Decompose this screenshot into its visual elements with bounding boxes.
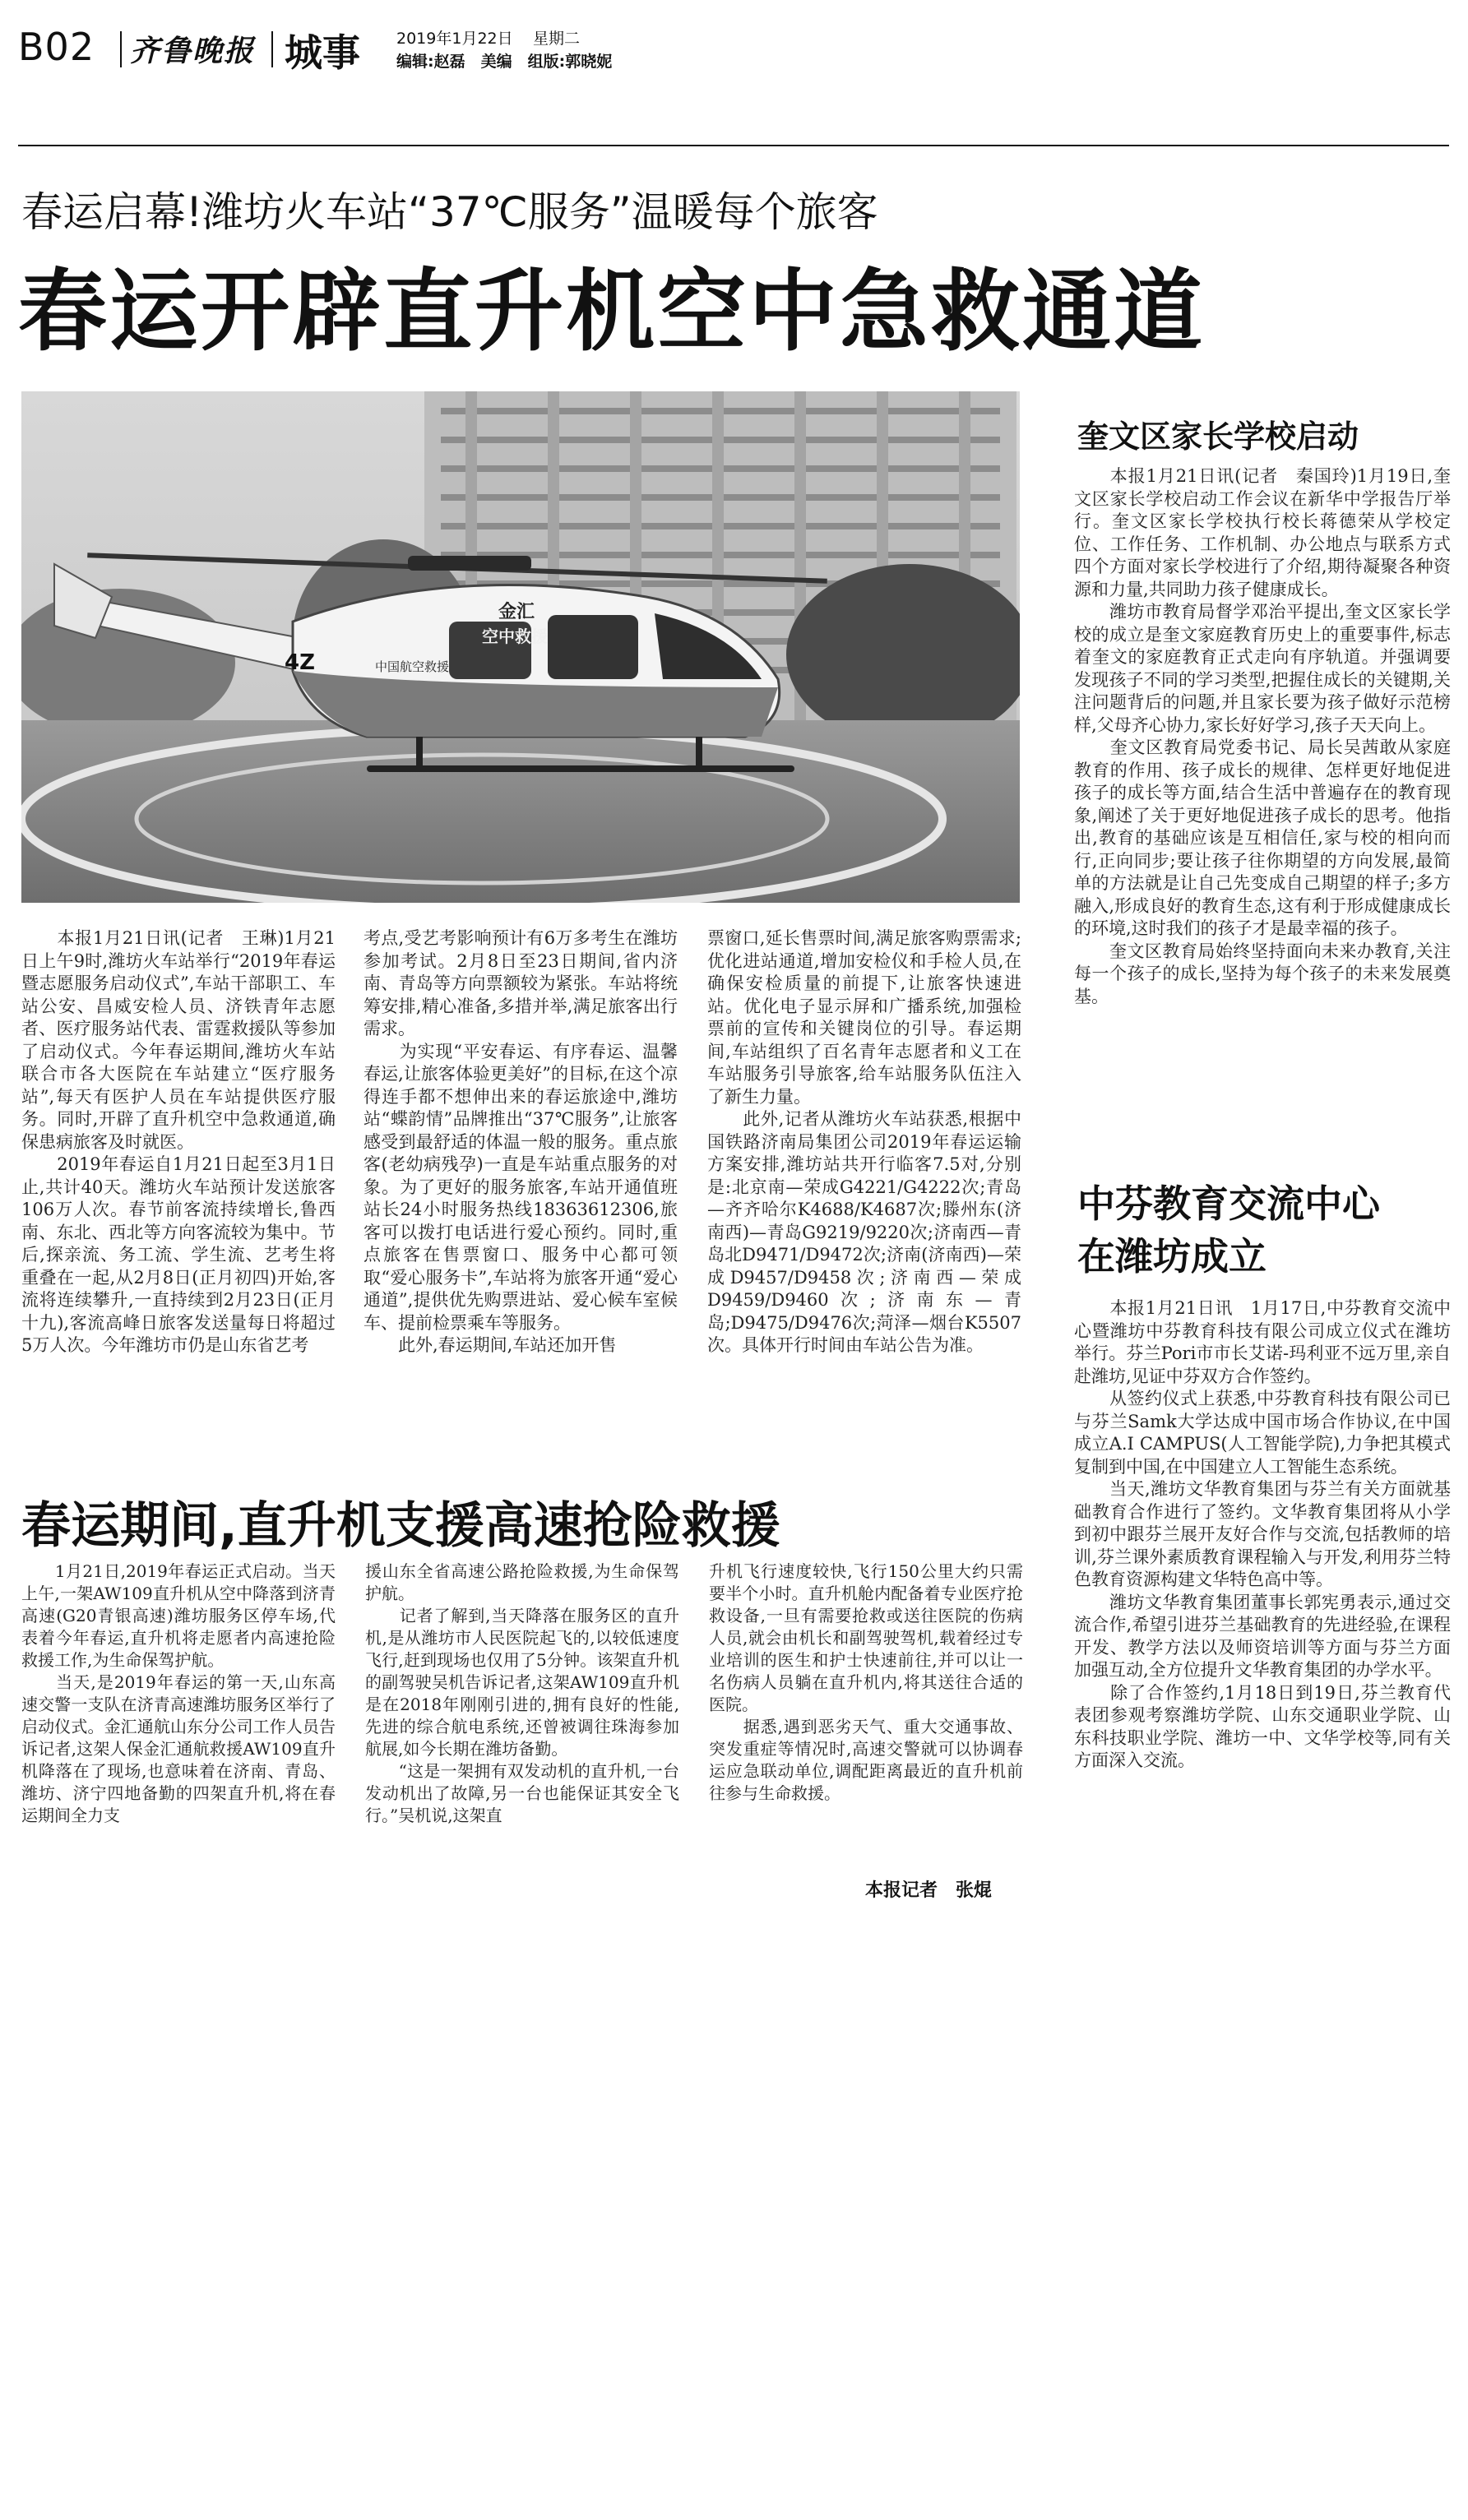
sidebar2-body: 本报1月21日讯 1月17日,中芬教育交流中心暨潍坊中芬教育科技有限公司成立仪式在潍坊举行。芬兰Pori市市长艾诺-玛利亚不远万里,亲自赴潍坊,见证中芬双方合作签约。 从签约仪式上获悉,中芬教育科技有限公司已与芬兰Samk大学达成中国市场合作协议,在中国成立A.I CAMPUS(人工智能学院),力争把其模式复制到中国,在中国建立人工智能生态系统。 当天,潍坊文华教育集团与芬兰有关方面就基础教育合作进行了签约。文华教育集团将从小学到初中跟芬兰展开友好合作与交流,包括教师的培训,芬兰课外素质教育课程输入与开发,利用芬兰特色教育资源构建文华特色高中等。 潍坊文华教育集团董事长郭宪勇表示,通过交流合作,希望引进芬兰基础教育的先进经验,在课程开发、教学方法以及师资培训等方面与芬兰方面加强互动,全方位提升文华教育集团的办学水平。 除了合作签约,1月18日到19日,芬兰教育代表团参观考察潍坊学院、山东交通职业学院、山东科技职业学院、潍坊一中、文华学校等,同有关方面深入交流。 [1074, 1298, 1451, 1770]
masthead-rule [18, 145, 1449, 146]
paper-logo: 齐鲁晚报 [130, 34, 256, 68]
lead-headline: 春运开辟直升机空中急救通道 [18, 261, 1206, 363]
lead-col-1: 本报1月21日讯(记者 王琳)1月21日上午9时,潍坊火车站举行“2019年春运暨志愿服务启动仪式”,车站干部职工、车站公安、昌威安检人员、济铁青年志愿者、医疗服务站代表、雷霆救援队等参加了启动仪式。今年春运期间,潍坊火车站联合市各大医院在车站建立“医疗服务站”,每天有医护人员在车站提供医疗服务。同时,开辟了直升机空中急救通道,确保患病旅客及时就医。 2019年春运自1月21日起至3月1日止,共计40天。潍坊火车站预计发送旅客106万人次。春节前客流持续增长,鲁西南、东北、西北等方向客流较为集中。节后,探亲流、务工流、学生流、艺考生将重叠在一起,从2月8日(正月初四)开始,客流将连续攀升,一直持续到2月23日(正月十九),客流高峰日旅客发送量每日将超过5万人次。今年潍坊市仍是山东省艺考 [21, 928, 336, 1355]
section-name: 城事 [285, 30, 360, 75]
masthead-divider-2 [271, 31, 273, 67]
page-code: B02 [18, 25, 95, 69]
lead-kicker: 春运启幕!潍坊火车站“37℃服务”温暖每个旅客 [21, 188, 878, 236]
second-col-3: 升机飞行速度较快,飞行150公里大约只需要半个小时。直升机舱内配备着专业医疗抢救设备,一旦有需要抢救或送往医院的伤病人员,就会由机长和副驾驶驾机,载着经过专业培训的医生和护士快速前往,并可以让一名伤病人员躺在直升机内,将其送往合适的医院。 据悉,遇到恶劣天气、重大交通事故、突发重症等情况时,高速交警就可以协调春运应急联动单位,调配距离最近的直升机前往参与生命救援。 [709, 1561, 1023, 1803]
lead-photo [21, 391, 1020, 903]
heli-side-text: 中国航空救援 [375, 659, 450, 674]
heli-label-text: 空中救援 [482, 627, 548, 646]
lead-col-3: 票窗口,延长售票时间,满足旅客购票需求;优化进站通道,增加安检仪和手检人员,在确保安检质量的前提下,让旅客快速进站。优化电子显示屏和广播系统,加强检票前的宣传和关键岗位的引导。春运期间,车站组织了百名青年志愿者和义工在车站服务引导旅客,给车站服务队伍注入了新生力量。 此外,记者从潍坊火车站获悉,根据中国铁路济南局集团公司2019年春运运输方案安排,潍坊站共开行临客7.5对,分别是:北京南—荣成G4221/G4222次;青岛—齐齐哈尔K4688/K4687次;滕州东(济南西)—青岛G9219/9220次;济南西—青岛北D9471/D9472次;济南(济南西)—荣成D9457/D9458次;济南西—荣成D9459/D9460次;济南东—青岛;D9475/D9476次;菏泽—烟台K5507次。具体开行时间由车站公告为准。 [707, 928, 1021, 1355]
lead-col-2: 考点,受艺考影响预计有6万多考生在潍坊参加考试。2月8日至23日期间,省内济南、青岛等方向票额较为紧张。车站将统筹安排,精心准备,多措并举,满足旅客出行需求。 为实现“平安春运、有序春运、温馨春运,让旅客体验更美好”的目标,在这个凉得连手都不想伸出来的春运旅途中,潍坊站“蝶韵情”品牌推出“37℃服务”,让旅客感受到最舒适的体温一般的服务。重点旅客(老幼病残孕)一直是车站重点服务的对象。为了更好的服务旅客,车站开通值班站长24小时服务热线18363612306,旅客可以拨打电话进行爱心预约。同时,重点旅客在售票窗口、服务中心都可领取“爱心服务卡”,车站将为旅客开通“爱心通道”,提供优先购票进站、爱心候车室候车、提前检票乘车等服务。 此外,春运期间,车站还加开售 [364, 928, 678, 1355]
masthead-divider [120, 31, 122, 67]
heli-name-text: 金汇 [498, 602, 535, 622]
heli-reg-text: 4Z [285, 650, 315, 675]
issue-date: 2019年1月22日 [396, 30, 513, 48]
issue-weekday: 星期二 [533, 30, 581, 48]
sidebar2-headline-2: 在潍坊成立 [1077, 1234, 1267, 1278]
editors-line: 编辑:赵磊 美编 组版:郭晓妮 [396, 53, 613, 71]
second-headline: 春运期间,直升机支援高速抢险救援 [21, 1497, 780, 1555]
sidebar2-headline-1: 中芬教育交流中心 [1077, 1181, 1380, 1226]
sidebar1-headline: 奎文区家长学校启动 [1077, 418, 1359, 455]
sidebar1-body: 本报1月21日讯(记者 秦国玲)1月19日,奎文区家长学校启动工作会议在新华中学报告厅举行。奎文区家长学校执行校长蒋德荣从学校定位、工作任务、工作机制、办公地点与联系方式四个方面对家长学校进行了介绍,期待凝聚各种资源和力量,共同助力孩子健康成长。 潍坊市教育局督学邓治平提出,奎文区家长学校的成立是奎文家庭教育历史上的重要事件,标志着奎文的家庭教育正式走向有序轨道。并强调要发现孩子不同的学习类型,把握住成长的关键期,关注问题背后的问题,并且家长要为孩子做好示范榜样,父母齐心协力,家长好好学习,孩子天天向上。 奎文区教育局党委书记、局长吴茜敢从家庭教育的作用、孩子成长的规律、怎样更好地促进孩子的成长等方面,结合生活中普遍存在的教育现象,阐述了关于更好地促进孩子成长的思考。他指出,教育的基础应该是互相信任,家与校的相向而行,正向同步;要让孩子往你期望的方向发展,最简单的方法就是让自己先变成自己期望的样子;多方融入,形成良好的教育生态,这有利于形成健康成长的环境,这时我们的孩子才是最幸福的孩子。 奎文区教育局始终坚持面向未来办教育,关注每一个孩子的成长,坚持为每个孩子的未来发展奠基。 [1074, 466, 1451, 1006]
second-byline: 本报记者 张焜 [865, 1880, 993, 1901]
second-col-1: 1月21日,2019年春运正式启动。当天上午,一架AW109直升机从空中降落到济青高速(G20青银高速)潍坊服务区停车场,代表着今年春运,直升机将走愿者内高速抢险救援工作,为生命保驾护航。 当天,是2019年春运的第一天,山东高速交警一支队在济青高速潍坊服务区举行了启动仪式。金汇通航山东分公司工作人员告诉记者,这架人保金汇通航救援AW109直升机降落在了现场,也意味着在济南、青岛、潍坊、济宁四地备勤的四架直升机,将在春运期间全力支 [21, 1561, 336, 1825]
second-col-2: 援山东全省高速公路抢险救援,为生命保驾护航。 记者了解到,当天降落在服务区的直升机,是从潍坊市人民医院起飞的,以较低速度飞行,赶到现场也仅用了5分钟。该架直升机的副驾驶吴机告诉记者,这架AW109直升机是在2018年刚刚引进的,拥有良好的性能,先进的综合航电系统,还曾被调往珠海参加航展,如今长期在潍坊备勤。 “这是一架拥有双发动机的直升机,一台发动机出了故障,另一台也能保证其安全飞行。”吴机说,这架直 [365, 1561, 679, 1825]
helicopter-photo [21, 391, 1020, 903]
